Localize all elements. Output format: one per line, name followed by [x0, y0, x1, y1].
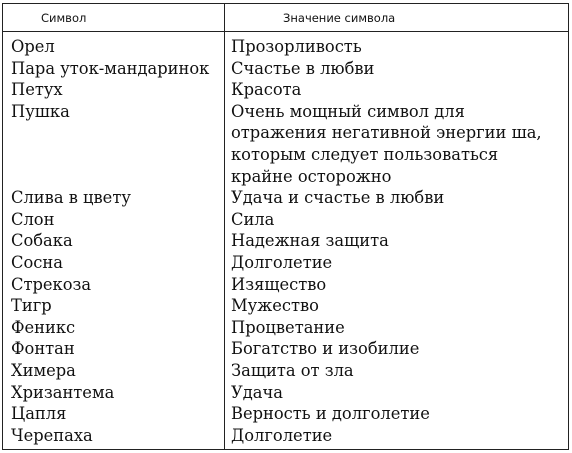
table-row	[3, 382, 569, 404]
symbol-cell: Петух	[3, 79, 225, 101]
table-row	[3, 101, 569, 187]
meaning-cell: Богатство и изобилие	[225, 338, 569, 360]
table-row	[3, 338, 569, 360]
table-row	[3, 360, 569, 382]
symbol-cell: Тигр	[3, 295, 225, 317]
symbol-cell: Орел	[3, 32, 225, 58]
meaning-cell: Сила	[225, 209, 569, 231]
symbol-cell: Цапля	[3, 403, 225, 425]
table-row	[3, 79, 569, 101]
symbols-table	[2, 3, 569, 450]
meaning-cell: Прозорливость	[225, 32, 569, 58]
meaning-cell: Процветание	[225, 317, 569, 339]
symbol-cell: Собака	[3, 230, 225, 252]
symbol-cell: Фонтан	[3, 338, 225, 360]
symbol-cell: Стрекоза	[3, 274, 225, 296]
symbol-cell: Пара уток-мандаринок	[3, 58, 225, 80]
table-row	[3, 403, 569, 425]
table-row	[3, 252, 569, 274]
meaning-cell: Надежная защита	[225, 230, 569, 252]
meaning-cell: Удача	[225, 382, 569, 404]
meaning-cell: Удача и счастье в любви	[225, 187, 569, 209]
header-symbol: Символ	[3, 4, 225, 32]
symbol-cell: Феникс	[3, 317, 225, 339]
meaning-cell: Защита от зла	[225, 360, 569, 382]
table-row	[3, 58, 569, 80]
table-row	[3, 32, 569, 58]
meaning-cell: Красота	[225, 79, 569, 101]
meaning-cell: Мужество	[225, 295, 569, 317]
meaning-cell: Верность и долголетие	[225, 403, 569, 425]
symbol-cell: Слива в цвету	[3, 187, 225, 209]
meaning-cell: Долголетие	[225, 425, 569, 450]
table-row	[3, 209, 569, 231]
header-row	[3, 4, 569, 32]
table-body	[3, 32, 569, 450]
symbol-cell: Слон	[3, 209, 225, 231]
table-header	[3, 4, 569, 32]
symbol-cell: Сосна	[3, 252, 225, 274]
meaning-cell: Долголетие	[225, 252, 569, 274]
table-row	[3, 187, 569, 209]
table-row	[3, 317, 569, 339]
table-row	[3, 274, 569, 296]
meaning-cell: Очень мощный символ для отражения негативной энергии ша, которым следует пользоваться крайне осторожно	[225, 101, 569, 187]
table-row	[3, 425, 569, 450]
table-row	[3, 295, 569, 317]
symbol-cell: Хризантема	[3, 382, 225, 404]
symbol-cell: Химера	[3, 360, 225, 382]
table-row	[3, 230, 569, 252]
meaning-cell: Изящество	[225, 274, 569, 296]
header-meaning: Значение символа	[225, 4, 569, 32]
meaning-cell: Счастье в любви	[225, 58, 569, 80]
symbol-cell: Черепаха	[3, 425, 225, 450]
symbol-cell: Пушка	[3, 101, 225, 187]
